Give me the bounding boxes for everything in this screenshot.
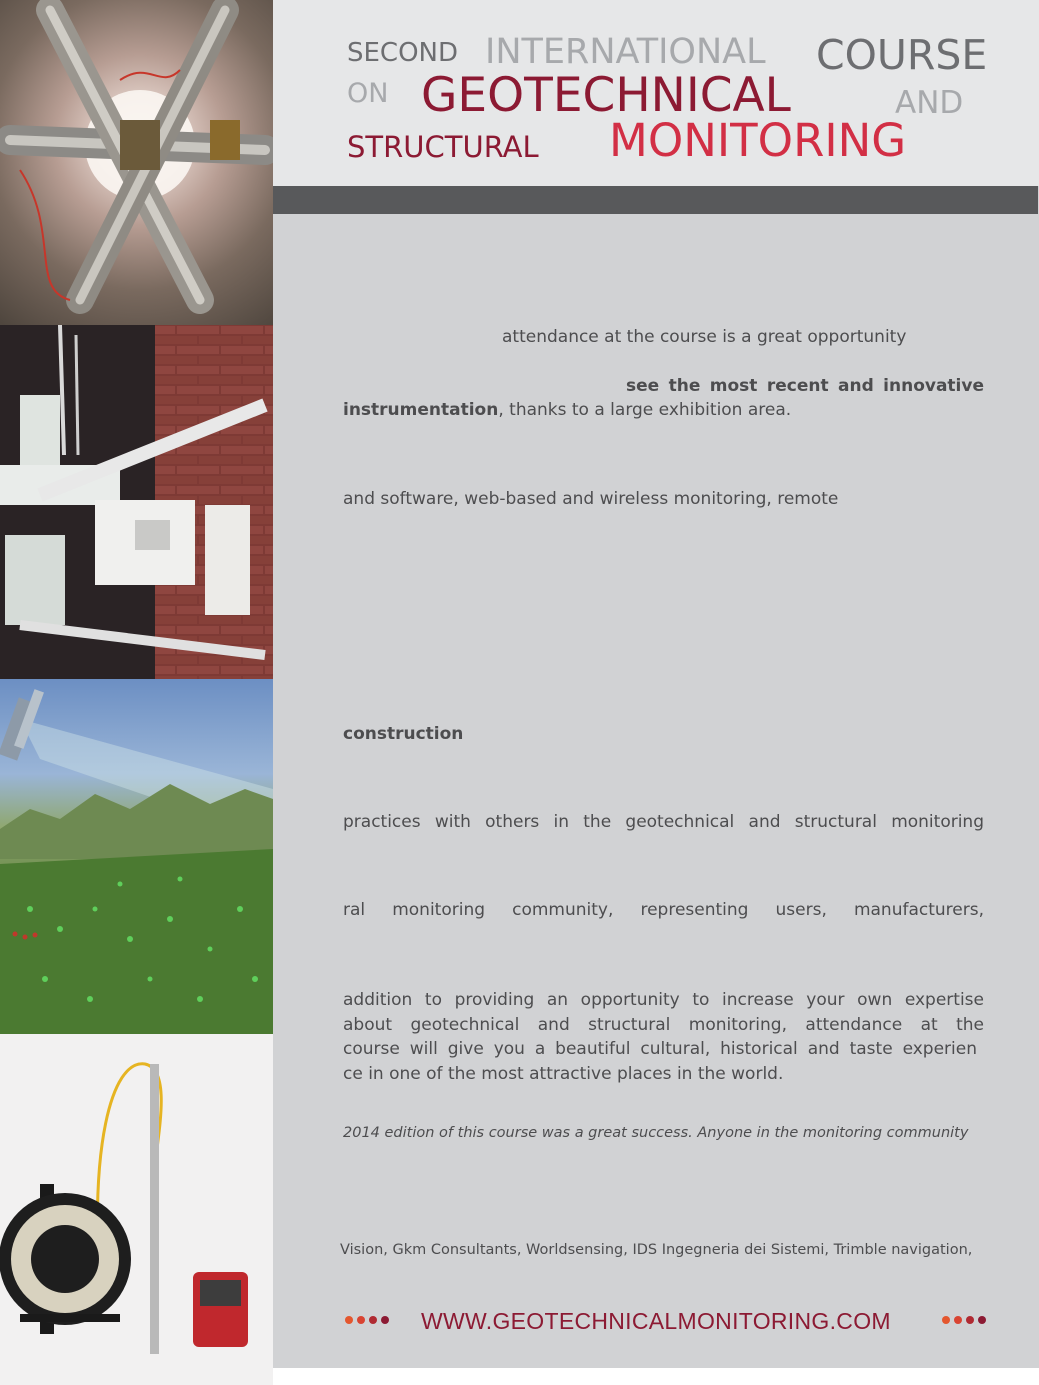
paragraph-community: ral monitoring community, representing users, manufacturers,: [343, 900, 984, 920]
paragraph-2014-edition: 2014 edition of this course was a great success. Anyone in the monitoring community: [343, 1125, 969, 1141]
dot-icon: [942, 1316, 950, 1324]
satellite-terrain-photo: [0, 679, 273, 1034]
dot-icon: [954, 1316, 962, 1324]
dot-icon: [966, 1316, 974, 1324]
paragraph-see-bold: [626, 374, 984, 399]
paragraph-practices: practices with others in the geotechnical and structural monitoring: [343, 812, 984, 832]
bullet-dots-left: [345, 1316, 389, 1324]
title-geotechnical: GEOTECHNICAL: [421, 68, 791, 123]
tunnel-extensometer-photo: [0, 0, 273, 325]
total-station-photo: [0, 325, 273, 679]
dot-icon: [357, 1316, 365, 1324]
expertise-line: ce in one of the most attractive places in the world.: [343, 1063, 784, 1084]
cable-reel-readout-photo: [0, 1034, 273, 1385]
title-course: COURSE: [816, 31, 988, 79]
title-on: ON: [347, 78, 389, 109]
photo-column: [0, 0, 273, 1385]
dot-icon: [381, 1316, 389, 1324]
title-international: INTERNATIONAL: [485, 32, 766, 72]
bottom-strip: [273, 1368, 1039, 1385]
dot-icon: [345, 1316, 353, 1324]
expertise-line: about geotechnical and structural monitoring, attendance at the: [343, 1014, 984, 1035]
title-second: SECOND: [347, 38, 459, 68]
instrumentation-bold: instrumentation: [343, 400, 499, 420]
paragraph-instrumentation: [343, 398, 984, 423]
bullet-dots-right: [942, 1316, 986, 1324]
dot-icon: [978, 1316, 986, 1324]
paragraph-software: and software, web-based and wireless monitoring, remote: [343, 489, 839, 509]
see-instrumentation-text: see the most recent and innovative: [626, 376, 984, 396]
expertise-line: course will give you a beautiful cultural, historical and taste experien: [343, 1039, 977, 1059]
title-and: AND: [895, 85, 964, 121]
paragraph-expertise: [343, 988, 984, 1086]
dot-icon: [369, 1316, 377, 1324]
paragraph-sponsors: Vision, Gkm Consultants, Worldsensing, IDS Ingegneria dei Sistemi, Trimble navigation,: [340, 1242, 973, 1258]
title-monitoring: MONITORING: [609, 114, 907, 167]
website-link[interactable]: WWW.GEOTECHNICALMONITORING.COM: [421, 1308, 891, 1334]
exhibition-text: , thanks to a large exhibition area.: [498, 400, 792, 420]
paragraph-opportunity: attendance at the course is a great opportunity: [502, 327, 907, 347]
expertise-line: addition to providing an opportunity to increase your own expertise: [343, 990, 984, 1010]
title-structural: STRUCTURAL: [347, 130, 539, 164]
divider-band: [273, 186, 1038, 214]
paragraph-construction: construction: [343, 724, 464, 744]
